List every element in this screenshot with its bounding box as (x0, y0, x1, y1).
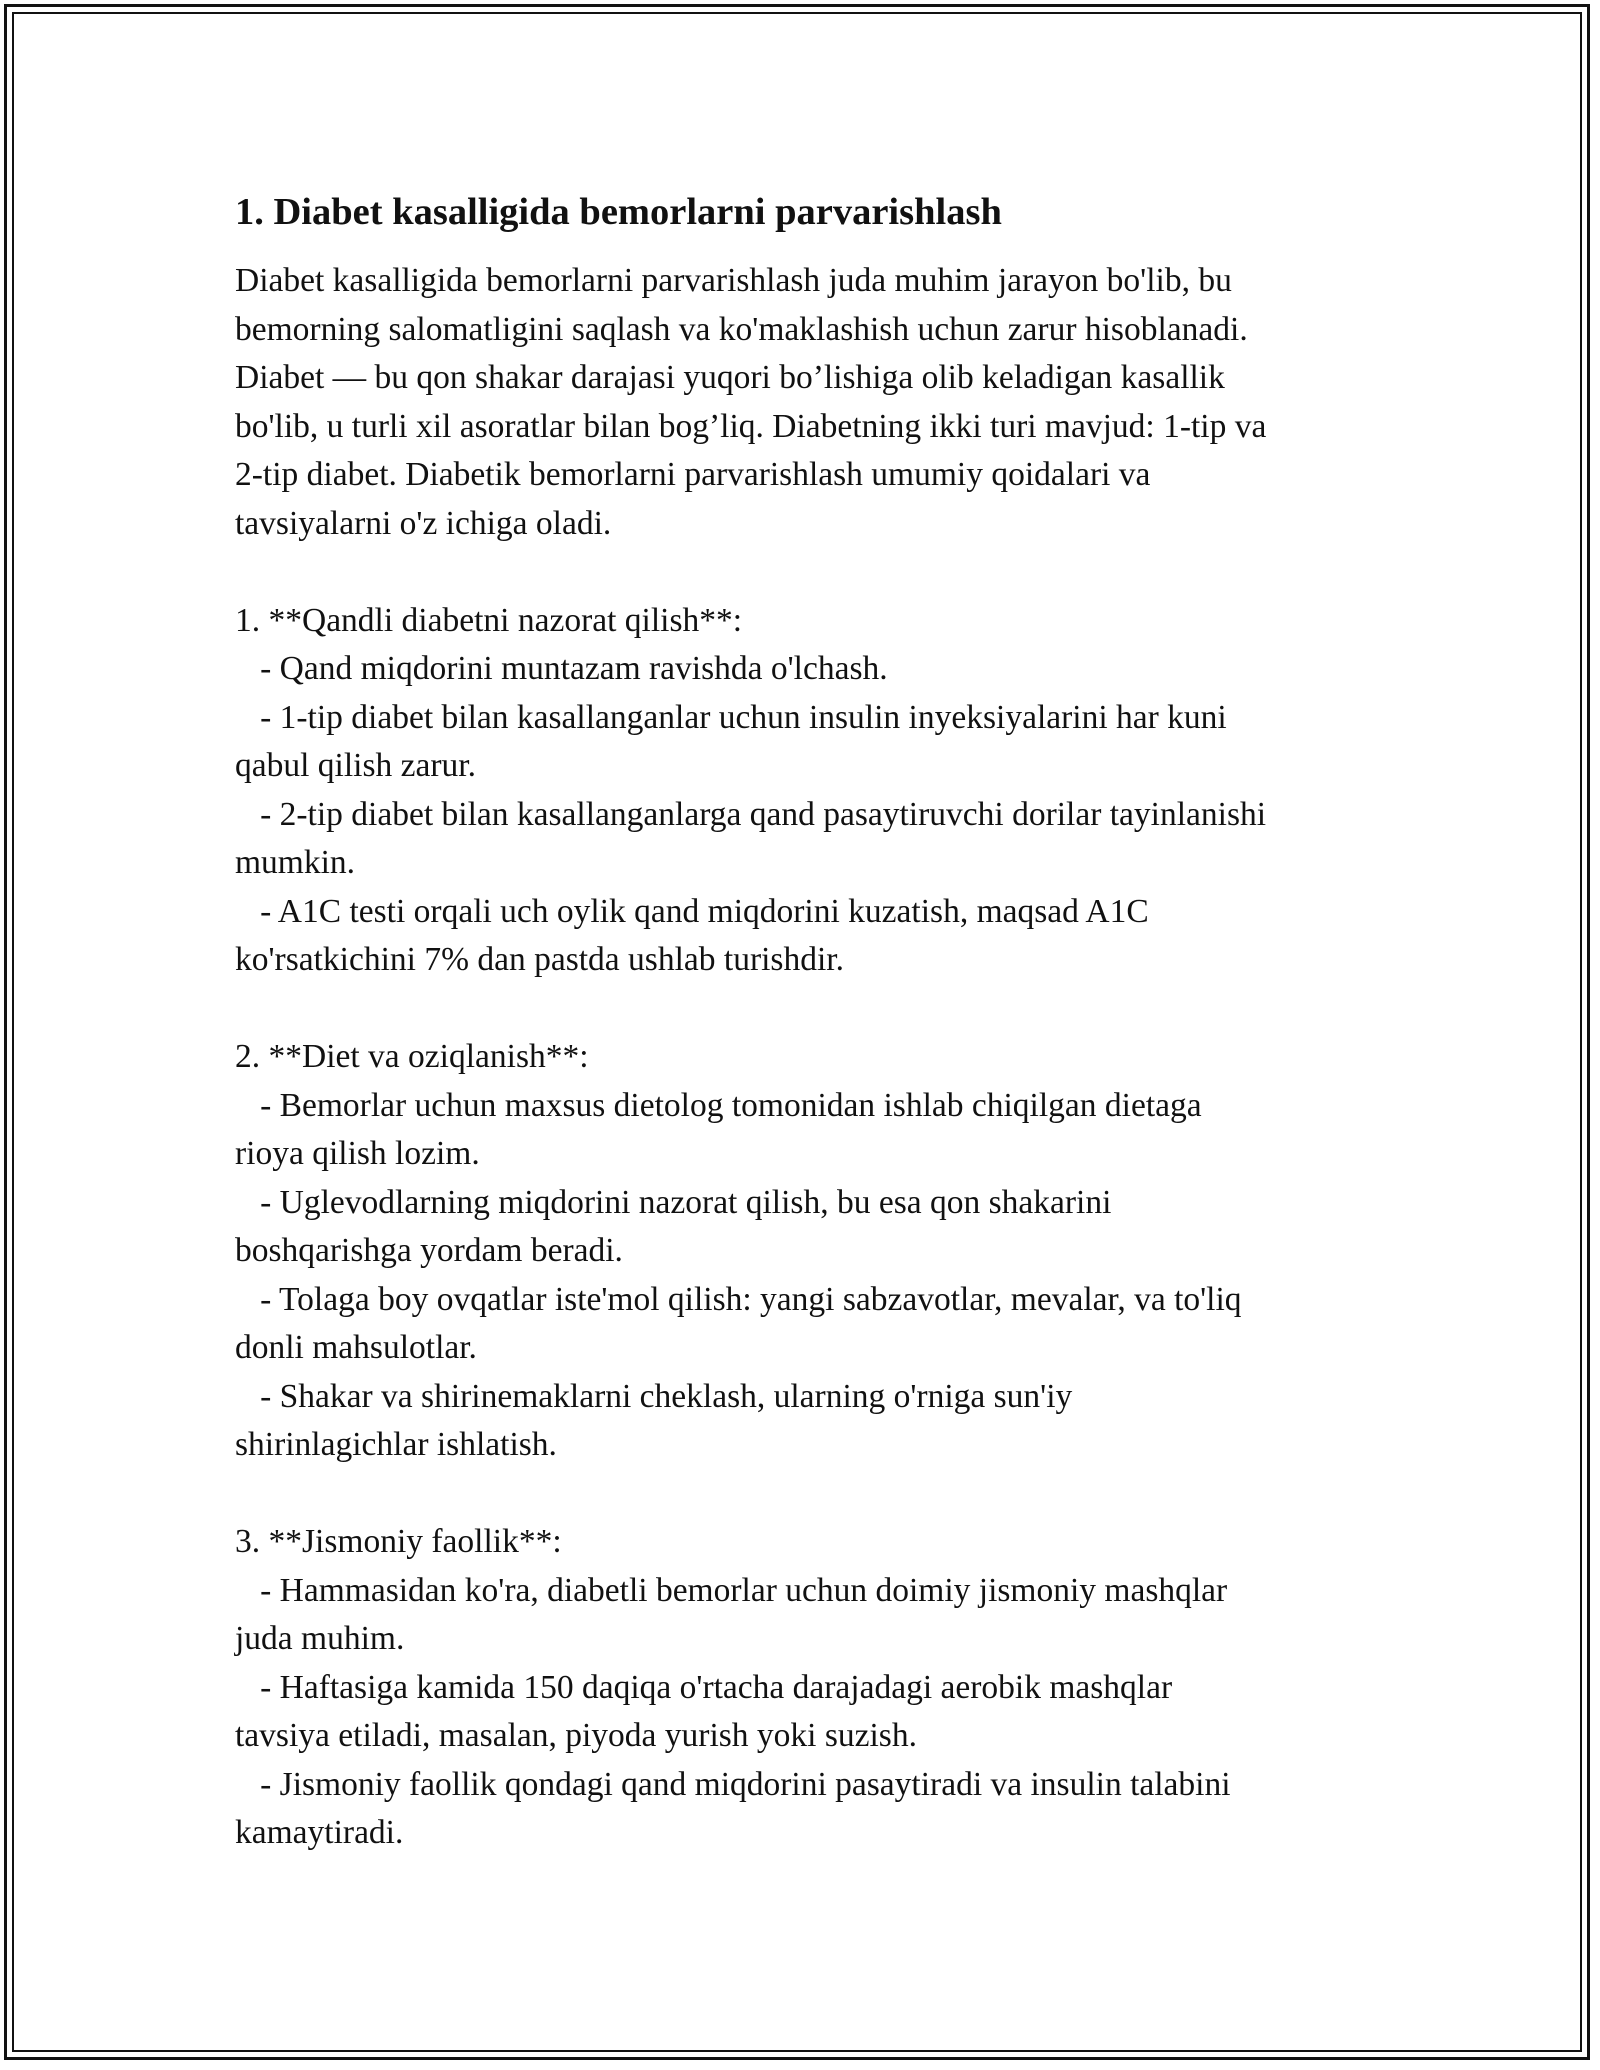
section-line: shirinlagichlar ishlatish. (235, 1426, 557, 1463)
section-line: - 2-tip diabet bilan kasallanganlarga qand pasaytiruvchi dorilar tayinlanishi (235, 795, 1267, 833)
section-line: - Bemorlar uchun maxsus dietolog tomonidan ishlab chiqilgan dietaga (235, 1086, 1202, 1124)
page-title: 1. Diabet kasalligida bemorlarni parvarishlash (235, 191, 1002, 233)
section-heading: 2. **Diet va oziqlanish**: (235, 1038, 589, 1075)
section-line: boshqarishga yordam beradi. (235, 1232, 623, 1269)
section-line: - 1-tip diabet bilan kasallanganlar uchun insulin inyeksiyalarini har kuni (235, 698, 1227, 736)
section-line: - Uglevodlarning miqdorini nazorat qilish, bu esa qon shakarini (235, 1183, 1112, 1221)
section-line: rioya qilish lozim. (235, 1135, 480, 1172)
section-line: - Shakar va shirinemaklarni cheklash, ularning o'rniga sun'iy (235, 1377, 1073, 1415)
section-line: qabul qilish zarur. (235, 747, 476, 784)
intro-line: Diabet — bu qon shakar darajasi yuqori bo’lishiga olib keladigan kasallik (235, 359, 1225, 396)
intro-line: tavsiyalarni o'z ichiga oladi. (235, 504, 612, 542)
section-line: kamaytiradi. (235, 1814, 404, 1851)
paragraph-gap (235, 1470, 1375, 1519)
section-heading: 1. **Qandli diabetni nazorat qilish**: (235, 601, 743, 639)
section-line: - Qand miqdorini muntazam ravishda o'lchash. (235, 650, 888, 687)
section-line: donli mahsulotlar. (235, 1329, 477, 1366)
section-line: ko'rsatkichini 7% dan pastda ushlab turishdir. (235, 941, 844, 978)
document-body (235, 185, 1375, 1858)
section-diet-nutrition (235, 1033, 1375, 1470)
section-line: tavsiya etiladi, masalan, piyoda yurish yoki suzish. (235, 1717, 917, 1754)
section-diabetes-control (235, 597, 1375, 985)
section-heading: 3. **Jismoniy faollik**: (235, 1523, 562, 1560)
section-line: mumkin. (235, 844, 356, 881)
intro-line: Diabet kasalligida bemorlarni parvarishlash juda muhim jarayon bo'lib, bu (235, 262, 1232, 299)
section-line: - A1C testi orqali uch oylik qand miqdorini kuzatish, maqsad A1C (235, 892, 1149, 930)
section-line: - Hammasidan ko'ra, diabetli bemorlar uchun doimiy jismoniy mashqlar (235, 1571, 1228, 1609)
section-line: - Haftasiga kamida 150 daqiqa o'rtacha darajadagi aerobik mashqlar (235, 1668, 1173, 1706)
section-physical-activity (235, 1518, 1375, 1858)
paragraph-gap (235, 985, 1375, 1034)
intro-paragraph (235, 257, 1375, 548)
intro-line: 2-tip diabet. Diabetik bemorlarni parvarishlash umumiy qoidalari va (235, 456, 1151, 493)
intro-line: bo'lib, u turli xil asoratlar bilan bog’liq. Diabetning ikki turi mavjud: 1-tip va (235, 407, 1267, 445)
section-line: - Jismoniy faollik qondagi qand miqdorini pasaytiradi va insulin talabini (235, 1765, 1231, 1803)
section-line: juda muhim. (235, 1620, 405, 1657)
section-line: - Tolaga boy ovqatlar iste'mol qilish: yangi sabzavotlar, mevalar, va to'liq (235, 1280, 1242, 1318)
intro-line: bemorning salomatligini saqlash va ko'maklashish uchun zarur hisoblanadi. (235, 310, 1248, 348)
paragraph-gap (235, 548, 1375, 597)
